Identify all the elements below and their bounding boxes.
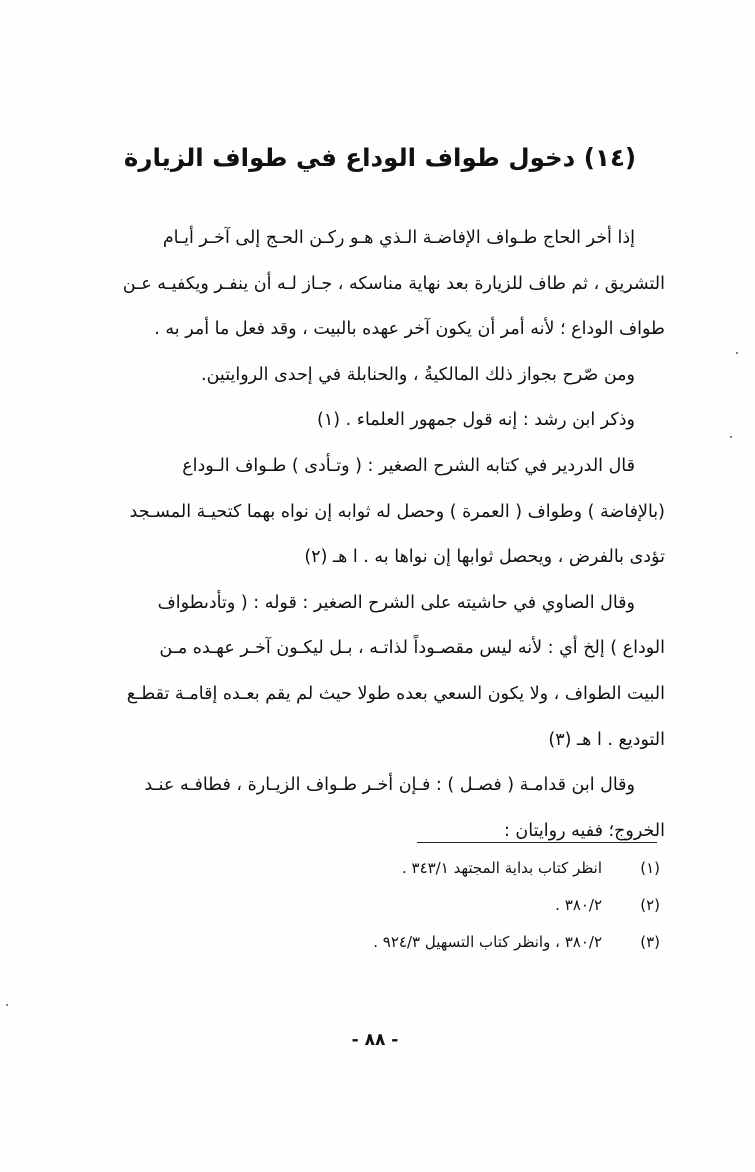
paragraph-line: التشريق ، ثم طاف للزيارة بعد نهاية مناسكه ، جـاز لـه أن ينفـر ويكفيـه عـن (122, 273, 665, 294)
paragraph-line: قال الدردير في كتابه الشرح الصغير : ( وتـأدى ) طـواف الـوداع (182, 455, 635, 476)
footnote-text: ٣٨٠/٢ . (555, 896, 602, 914)
footnote-number: (٣) (640, 933, 660, 951)
paragraph-line: وقال ابن قدامـة ( فصـل ) : فـإن أخـر طـواف الزيـارة ، فطافـه عنـد (144, 775, 635, 796)
paragraph-line: وقال الصاوي في حاشيته على الشرح الصغير : قوله : ( وتأدىطواف (157, 592, 635, 613)
paragraph-line: طواف الوداع ؛ لأنه أمر أن يكون آخر عهده بالبيت ، وقد فعل ما أمر به . (154, 319, 665, 340)
footnote-text: ٣٨٠/٢ ، وانظر كتاب التسهيل ٩٢٤/٣ . (373, 933, 602, 951)
footnote (200, 850, 660, 887)
footnote-number: (١) (640, 859, 660, 877)
paragraph-line: التوديع . ا هـ (٣) (548, 729, 665, 750)
paragraph-line: الخروج؛ ففيه روايتان : (503, 820, 665, 841)
scan-speck (736, 352, 738, 354)
paragraph-line: (بالإفاضة ) وطواف ( العمرة ) وحصل له ثوابه إن نواه بهما كتحيـة المسـجد (129, 501, 665, 522)
footnote-text: انظر كتاب بداية المجتهد ٣٤٣/١ . (401, 859, 602, 877)
paragraph-line: الوداع ) إلخ أي : لأنه ليس مقصـوداً لذاتـه ، بـل ليكـون آخـر عهـده مـن (159, 638, 665, 659)
footnote (200, 924, 660, 961)
paragraph-line: وذكر ابن رشد : إنه قول جمهور العلماء . (١) (316, 410, 635, 431)
body-text (88, 216, 665, 854)
page-number: - ٨٨ - (351, 1030, 399, 1050)
footnote-separator (417, 842, 657, 843)
footnotes (200, 850, 660, 961)
paragraph-line: إذا أخر الحاج طـواف الإفاضـة الـذي هـو ركـن الحـج إلى آخـر أيـام (162, 228, 635, 248)
paragraph-line: تؤدى بالفرض ، ويحصل ثوابها إن نواها به . ا هـ (٢) (304, 547, 665, 568)
footnote-number: (٢) (640, 896, 660, 914)
paragraph-line: ومن صّرح بجواز ذلك المالكيةُ ، والحنابلة في إحدى الروايتين. (201, 364, 635, 385)
scan-speck (6, 1004, 8, 1006)
scan-speck (730, 436, 732, 438)
footnote (200, 887, 660, 924)
paragraph-line: البيت الطواف ، ولا يكون السعي بعده طولا حيث لم يقم بعـده إقامـة تقطـع (126, 683, 665, 704)
section-title: (١٤) دخول طواف الوداع في طواف الزيارة (123, 143, 637, 172)
